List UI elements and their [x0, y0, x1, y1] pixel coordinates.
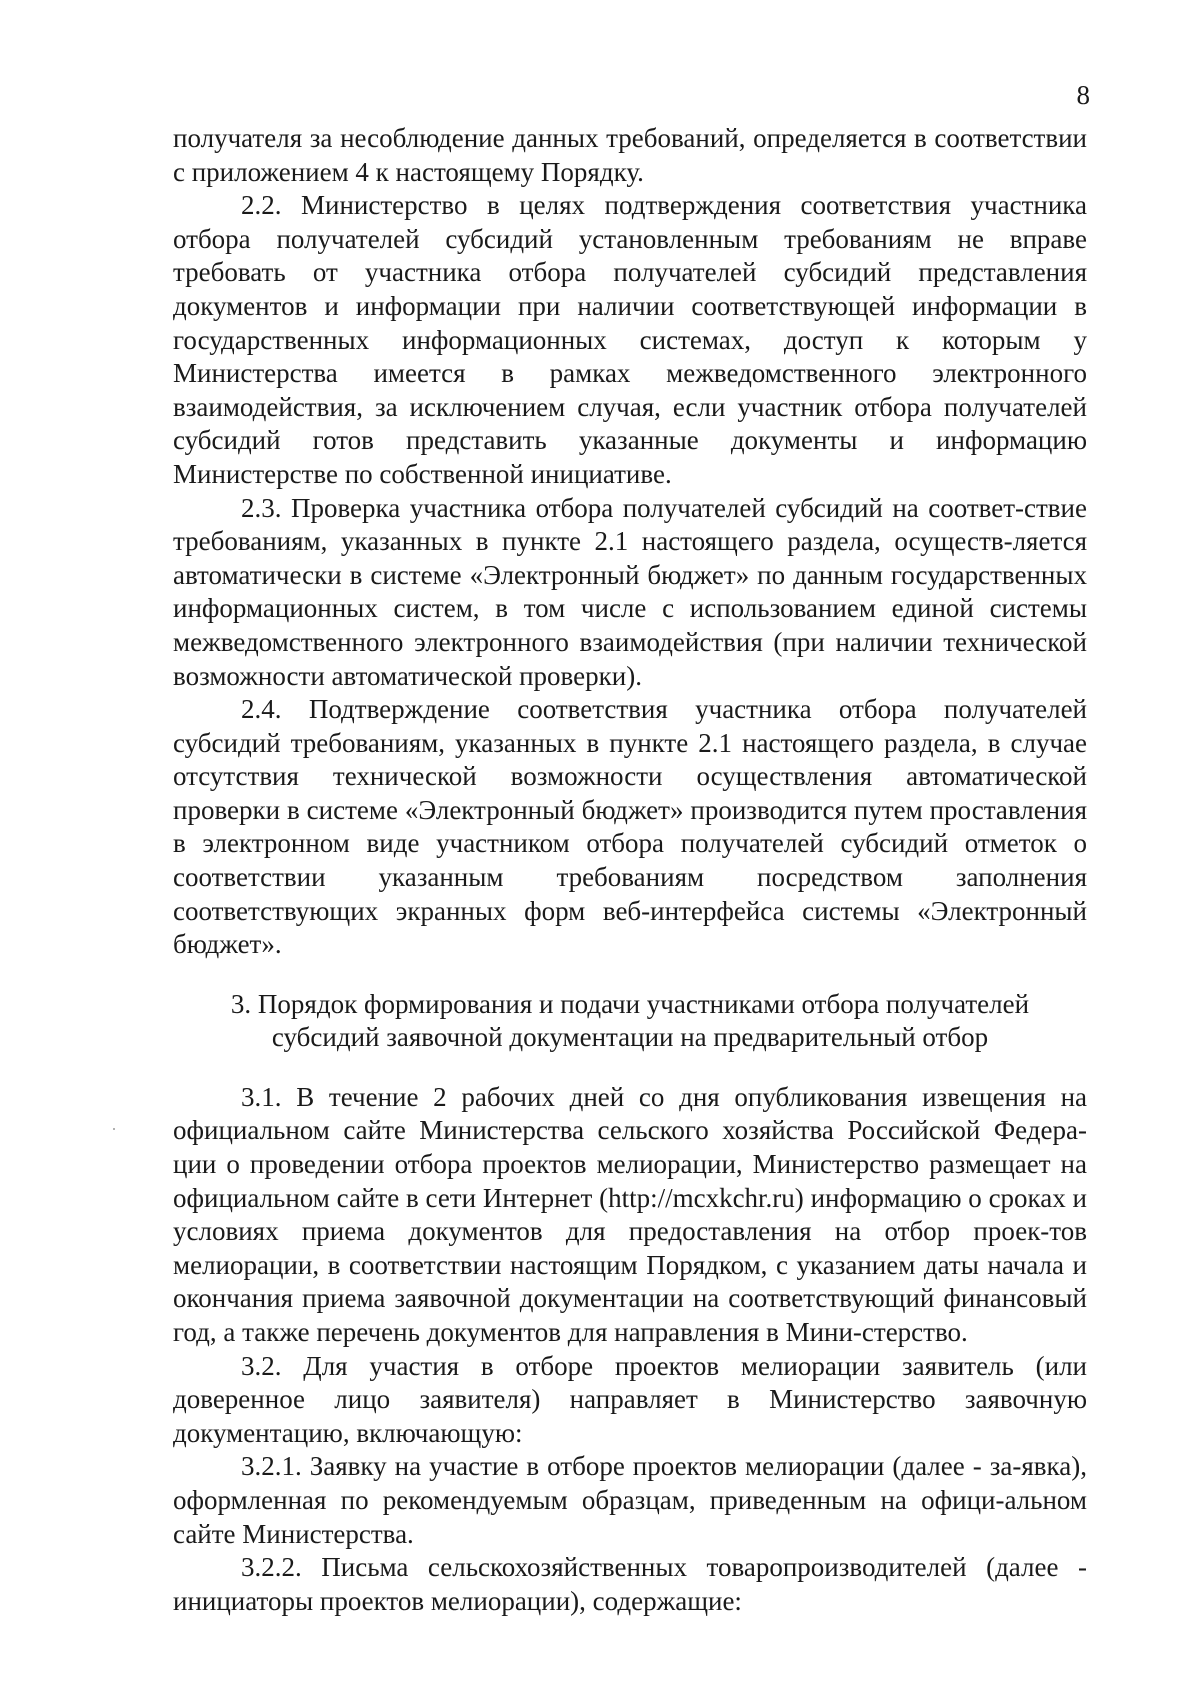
paragraph-2-3: 2.3. Проверка участника отбора получателей субсидий на соответ-ствие требованиям, указанных в пункте 2.1 настоящего раздела, осуществ-ляется автоматически в системе «Электронный бюджет» по данным государственных информационных систем, в том числе с использованием единой системы межведомственного электронного взаимодействия (при наличии технической возможности автоматической проверки). — [173, 492, 1087, 691]
paragraph-continuation: получателя за несоблюдение данных требований, определяется в соответствии с приложением 4 к настоящему Порядку. — [173, 123, 1087, 187]
page-number: 8 — [1076, 80, 1090, 110]
document-body — [173, 122, 1087, 1618]
paragraph-3-2: 3.2. Для участия в отборе проектов мелиорации заявитель (или доверенное лицо заявителя) направляет в Министерство заявочную документацию, включающую: — [173, 1350, 1087, 1448]
scan-speck — [113, 1128, 115, 1130]
paragraph-3-1: 3.1. В течение 2 рабочих дней со дня опубликования извещения на официальном сайте Министерства сельского хозяйства Российской Федера-ции о проведении отбора проектов мелиорации, Министерство размещает на официальном сайте в сети Интернет (http://mcxkchr.ru) информацию о сроках и условиях приема документов для предоставления на отбор проек-тов мелиорации, в соответствии настоящим Порядком, с указанием даты начала и окончания приема заявочной документации на соответствующий финансовый год, а также перечень документов для направления в Мини-стерство. — [173, 1081, 1087, 1347]
paragraph-3-2-1: 3.2.1. Заявку на участие в отборе проектов мелиорации (далее - за-явка), оформленная по рекомендуемым образцам, приведенным на офици-альном сайте Министерства. — [173, 1451, 1087, 1549]
paragraph-3-2-2: 3.2.2. Письма сельскохозяйственных товаропроизводителей (далее - инициаторы проектов мелиорации), содержащие: — [173, 1552, 1087, 1616]
section-heading-line-1: 3. Порядок формирования и подачи участниками отбора получателей — [230, 988, 1030, 1019]
paragraph-2-4: 2.4. Подтверждение соответствия участника отбора получателей субсидий требованиям, указанных в пункте 2.1 настоящего раздела, в случае отсутствия технической возможности осуществления автоматической проверки в системе «Электронный бюджет» производится путем проставления в электронном виде участником отбора получателей субсидий отметок о соответствии указанным требованиям посредством заполнения соответствующих экранных форм веб-интерфейса системы «Электронный бюджет». — [173, 694, 1087, 960]
paragraph-2-2: 2.2. Министерство в целях подтверждения соответствия участника отбора получателей субсидий установленным требованиям не вправе требовать от участника отбора получателей субсидий представления документов и информации при наличии соответствующей информации в государственных информационных системах, доступ к которым у Министерства имеется в рамках межведомственного электронного взаимодействия, за исключением случая, если участник отбора получателей субсидий готов представить указанные документы и информацию Министерстве по собственной инициативе. — [173, 190, 1087, 489]
section-heading-line-2: субсидий заявочной документации на предварительный отбор — [271, 1021, 989, 1052]
section-heading — [173, 988, 1087, 1054]
